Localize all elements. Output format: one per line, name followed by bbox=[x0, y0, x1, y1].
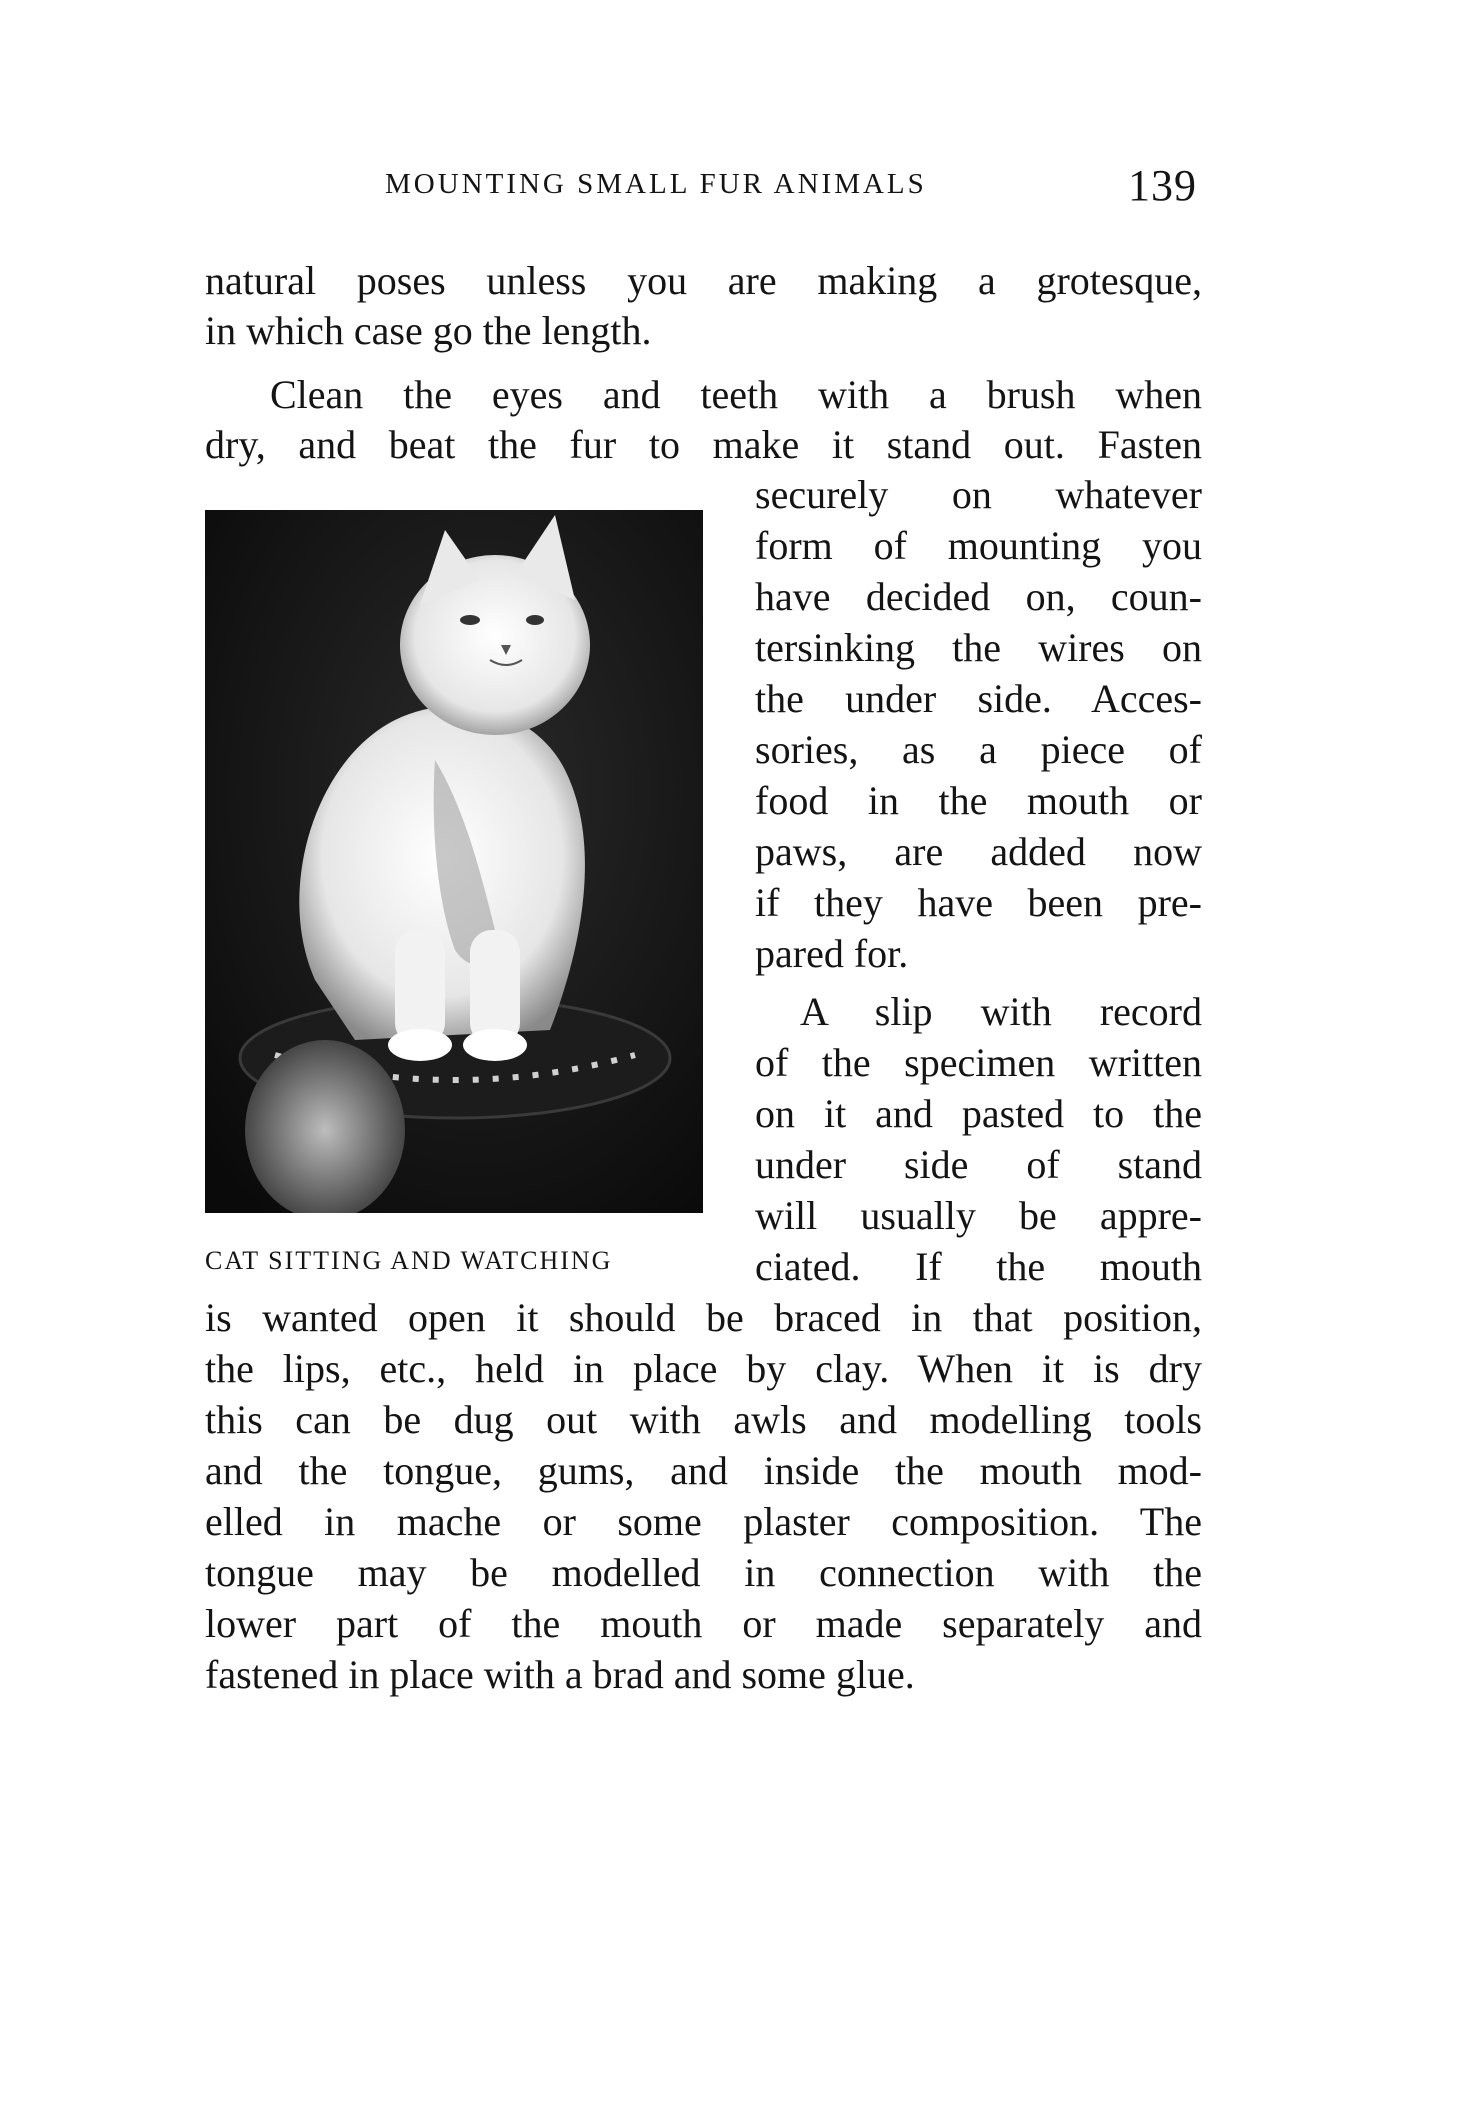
text-line: food in the mouth or bbox=[755, 778, 1202, 823]
text-line: tersinking the wires on bbox=[755, 625, 1202, 670]
text-line: paws, are added now bbox=[755, 829, 1202, 874]
text-line: the under side. Acces- bbox=[755, 676, 1202, 721]
text-line: will usually be appre- bbox=[755, 1193, 1202, 1238]
text-line: this can be dug out with awls and modelling tools bbox=[205, 1397, 1202, 1442]
text-line: on it and pasted to the bbox=[755, 1091, 1202, 1136]
figure-caption: CAT SITTING AND WATCHING bbox=[205, 1246, 613, 1275]
text-line: pared for. bbox=[755, 931, 909, 976]
text-line: is wanted open it should be braced in that position, bbox=[205, 1295, 1202, 1340]
cat-photograph bbox=[205, 510, 703, 1213]
text-line: under side of stand bbox=[755, 1142, 1202, 1187]
cat-illustration bbox=[205, 510, 703, 1213]
text-line: form of mounting you bbox=[755, 523, 1202, 568]
text-line: fastened in place with a brad and some glue. bbox=[205, 1652, 915, 1697]
running-head bbox=[0, 160, 1480, 220]
text-line: in which case go the length. bbox=[205, 308, 652, 353]
text-line: dry, and beat the fur to make it stand out. Fasten bbox=[205, 422, 1202, 467]
text-line: and the tongue, gums, and inside the mouth mod- bbox=[205, 1448, 1202, 1493]
text-line: natural poses unless you are making a grotesque, bbox=[205, 258, 1202, 303]
text-line: Clean the eyes and teeth with a brush when bbox=[270, 372, 1202, 417]
text-line: have decided on, coun- bbox=[755, 574, 1202, 619]
text-line: elled in mache or some plaster composition. The bbox=[205, 1499, 1202, 1544]
text-line: ciated. If the mouth bbox=[755, 1244, 1202, 1289]
text-line: tongue may be modelled in connection with the bbox=[205, 1550, 1202, 1595]
running-title: MOUNTING SMALL FUR ANIMALS bbox=[385, 168, 927, 200]
text-line: of the specimen written bbox=[755, 1040, 1202, 1085]
text-line: securely on whatever bbox=[755, 472, 1202, 517]
text-line: A slip with record bbox=[800, 989, 1202, 1034]
text-line: lower part of the mouth or made separately and bbox=[205, 1601, 1202, 1646]
text-line: the lips, etc., held in place by clay. When it is dry bbox=[205, 1346, 1202, 1391]
text-line: if they have been pre- bbox=[755, 880, 1202, 925]
page-number: 139 bbox=[1128, 161, 1197, 210]
text-line: sories, as a piece of bbox=[755, 727, 1202, 772]
